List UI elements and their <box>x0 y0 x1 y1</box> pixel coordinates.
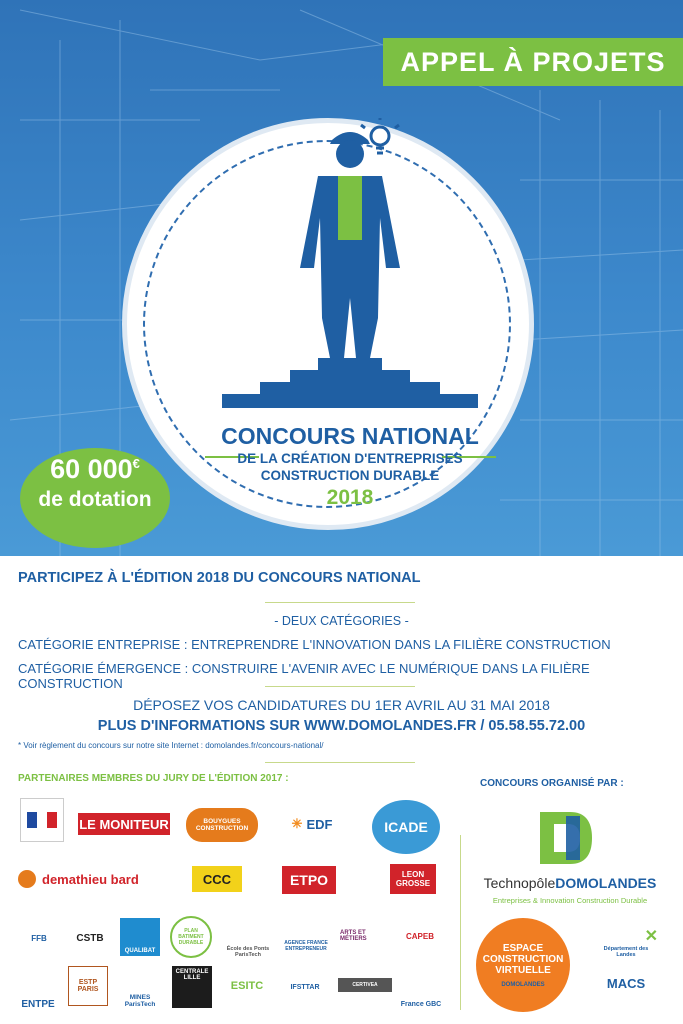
partner-ecole-des-ponts: École des Ponts ParisTech <box>226 946 270 958</box>
partner-certivea: CERTIVEA <box>338 978 392 992</box>
partner-leon-grosse: LEON GROSSE <box>390 864 436 894</box>
partner-afe: AGENCE FRANCE ENTREPRENEUR <box>284 940 328 952</box>
partners-title: PARTENAIRES MEMBRES DU JURY DE L'ÉDITION 2017 : <box>18 773 289 784</box>
domolandes-name: Technopôle DOMOLANDES <box>483 875 657 891</box>
partner-etpo: ETPO <box>282 866 336 894</box>
appel-a-projets-banner: APPEL À PROJETS <box>383 38 683 86</box>
organizer-title: CONCOURS ORGANISÉ PAR : <box>480 778 624 789</box>
divider <box>265 686 415 687</box>
partner-mines-paristech: MINES ParisTech <box>124 994 156 1008</box>
contest-year: 2018 <box>326 486 374 509</box>
partner-france-gbc: France GBC <box>400 1001 442 1008</box>
category-entreprise: CATÉGORIE ENTREPRISE : ENTREPRENDRE L'INNOVATION DANS LA FILIÈRE CONSTRUCTION <box>18 637 611 652</box>
partner-qualibat: QUALIBAT <box>120 918 160 956</box>
xl-icon: ✕ <box>644 928 658 945</box>
more-info-link[interactable]: PLUS D'INFORMATIONS SUR WWW.DOMOLANDES.FR / 05.58.55.72.00 <box>97 718 586 734</box>
divider <box>265 762 415 763</box>
domolandes-tagline: Entreprises & Innovation Construction Durable <box>492 895 648 905</box>
section-title: PARTICIPEZ À L'ÉDITION 2018 DU CONCOURS NATIONAL <box>18 570 421 586</box>
partner-centrale-lille: CENTRALE LILLE <box>172 966 212 1008</box>
partner-esitc: ESITC <box>230 980 264 992</box>
ministere-logo <box>20 798 64 842</box>
partner-capeb: CAPEB <box>405 931 434 941</box>
espace-construction-virtuelle-logo <box>476 918 570 1012</box>
partner-le-moniteur: LE MONITEUR <box>78 813 170 835</box>
contest-subtitle <box>150 450 550 484</box>
partner-edf: ✳ EDF <box>291 816 333 832</box>
espace-sub-label: DOMOLANDES <box>501 981 545 988</box>
category-emergence: CATÉGORIE ÉMERGENCE : CONSTRUIRE L'AVENIR AVEC LE NUMÉRIQUE DANS LA FILIÈRE CONSTRUCTION <box>18 661 590 691</box>
partner-demathieu-bard: demathieu bard <box>18 868 158 890</box>
subtitle-line-1: DE LA CRÉATION D'ENTREPRISES <box>237 451 463 466</box>
footnote: * Voir règlement du concours sur notre site Internet : domolandes.fr/concours-national/ <box>18 741 324 750</box>
partner-bouygues: BOUYGUES CONSTRUCTION <box>186 808 258 842</box>
partner-cstb: CSTB <box>76 932 104 944</box>
application-dates: DÉPOSEZ VOS CANDIDATURES DU 1ER AVRIL AU 31 MAI 2018 <box>133 697 550 713</box>
partner-entpe: ENTPE <box>21 999 55 1010</box>
espace-label: ESPACE CONSTRUCTION VIRTUELLE <box>482 942 564 976</box>
domolandes-logo-icon <box>536 806 606 870</box>
dotation-badge <box>20 448 170 548</box>
column-divider <box>460 835 461 1010</box>
partner-icade: ICADE <box>372 800 440 854</box>
partner-estp: ESTP PARIS <box>68 966 108 1006</box>
dotation-label: de dotation <box>38 488 152 511</box>
subtitle-line-2: CONSTRUCTION DURABLE <box>260 468 440 483</box>
partner-arts-et-metiers: ARTS ET MÉTIERS <box>340 930 367 942</box>
entrepreneur-figure-icon <box>210 118 500 418</box>
partner-plan-batiment-durable: PLAN BATIMENT DURABLE <box>170 916 212 958</box>
categories-heading: - DEUX CATÉGORIES - <box>274 614 409 628</box>
macs-logo: MACS <box>606 975 646 991</box>
partner-ifsttar: IFSTTAR <box>290 983 320 991</box>
contest-title: CONCOURS NATIONAL <box>221 423 479 449</box>
divider <box>265 602 415 603</box>
partner-ffb: FFB <box>31 933 47 943</box>
departement-landes-logo: ✕ Département des Landes <box>603 928 658 958</box>
dotation-amount: 60 000€ <box>50 454 140 484</box>
partner-ccc: CCC <box>192 866 242 892</box>
